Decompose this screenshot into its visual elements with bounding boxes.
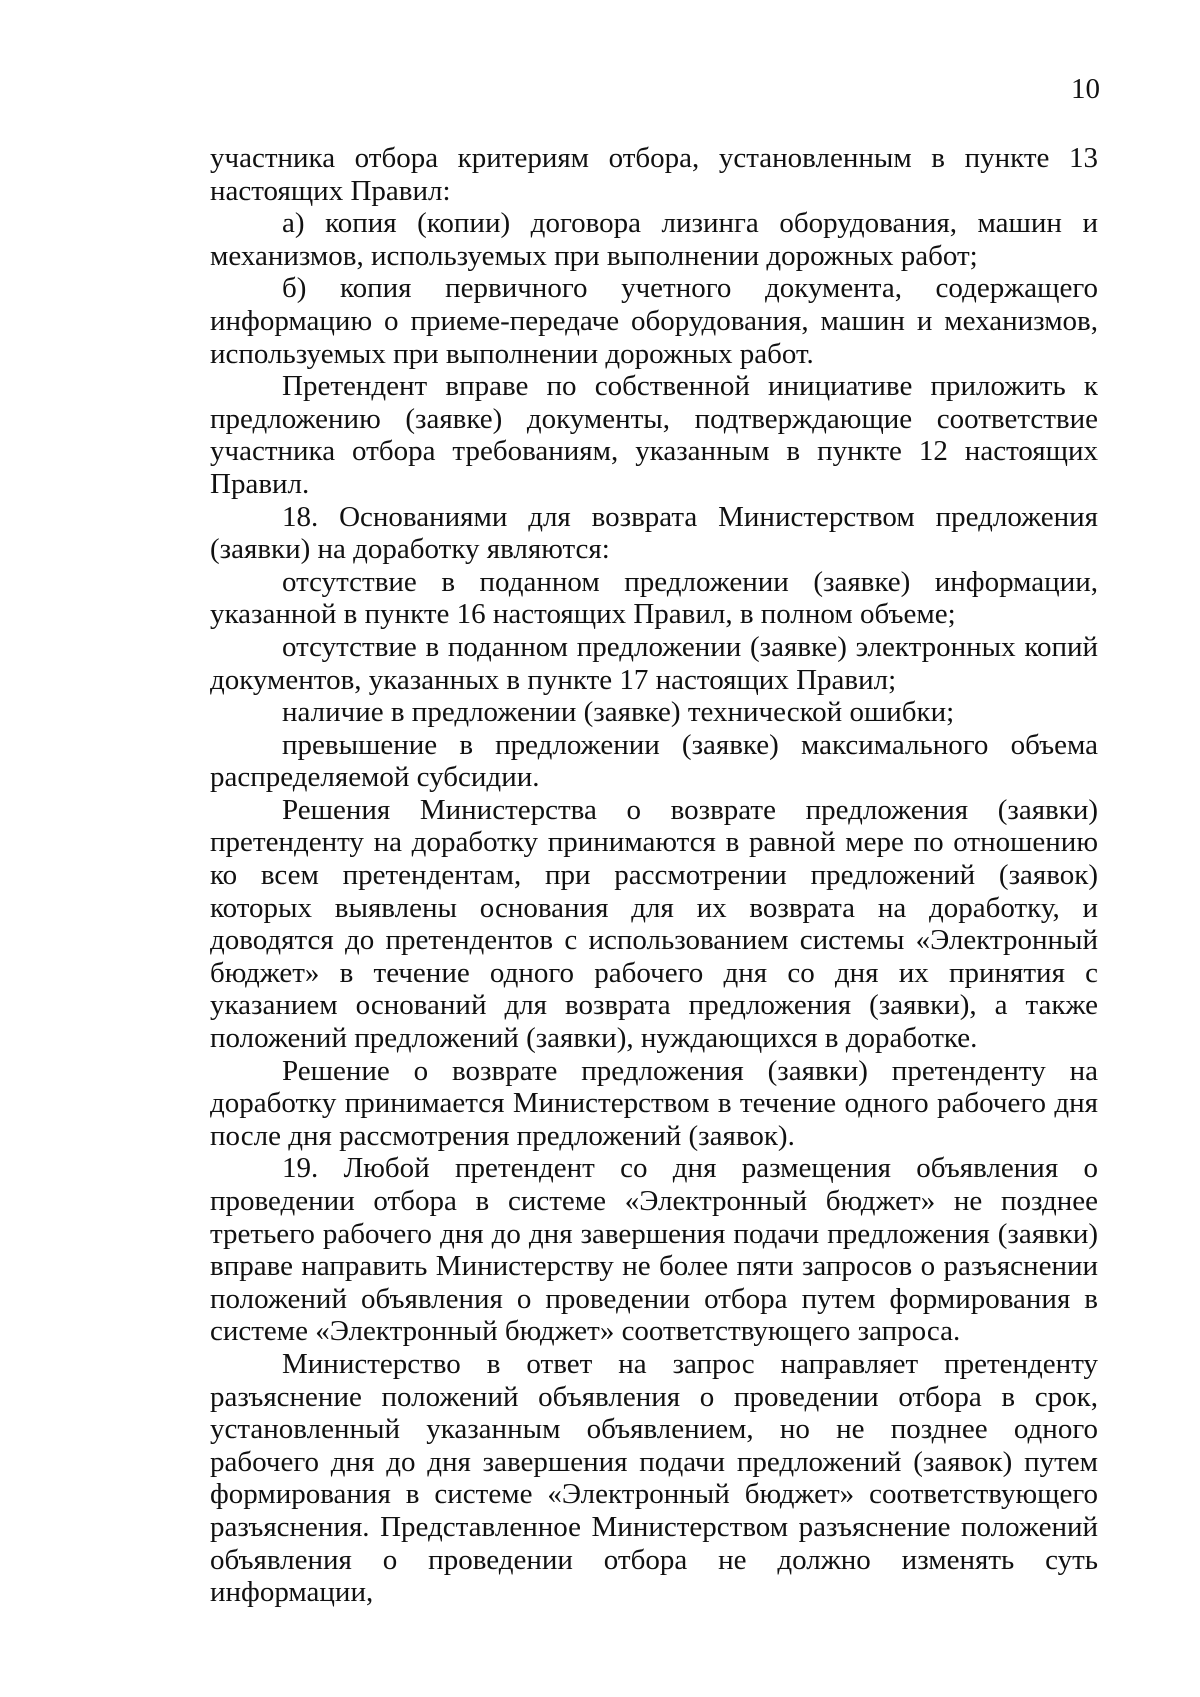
page-number: 10 (1071, 73, 1100, 105)
paragraph-12: 19. Любой претендент со дня размещения объявления о проведении отбора в системе «Электронный бюджет» не позднее третьего рабочего дня до дня завершения подачи предложения (заявки) вправе направить Министерству не более пяти запросов о разъяснении положений объявления о проведении отбора путем формирования в системе «Электронный бюджет» соответствующего запроса. (210, 1152, 1098, 1348)
paragraph-6: отсутствие в поданном предложении (заявке) информации, указанной в пункте 16 настоящих Правил, в полном объеме; (210, 565, 1098, 631)
paragraph-7: отсутствие в поданном предложении (заявке) электронных копий документов, указанных в пункте 17 настоящих Правил; (210, 630, 1098, 696)
paragraph-3: б) копия первичного учетного документа, содержащего информацию о приеме-передаче оборудования, машин и механизмов, используемых при выполнении дорожных работ. (210, 272, 1098, 370)
paragraph-11: Решение о возврате предложения (заявки) претенденту на доработку принимается Министерством в течение одного рабочего дня после дня рассмотрения предложений (заявок). (210, 1054, 1098, 1152)
paragraph-13: Министерство в ответ на запрос направляет претенденту разъяснение положений объявления о проведении отбора в срок, установленный указанным объявлением, но не позднее одного рабочего дня до дня завершения подачи предложений (заявок) путем формирования в системе «Электронный бюджет» соответствующего разъяснения. Представленное Министерством разъяснение положений объявления о проведении отбора не должно изменять суть информации, (210, 1347, 1098, 1609)
paragraph-5: 18. Основаниями для возврата Министерством предложения (заявки) на доработку являются: (210, 500, 1098, 566)
paragraph-2: а) копия (копии) договора лизинга оборудования, машин и механизмов, используемых при выполнении дорожных работ; (210, 207, 1098, 272)
paragraph-9: превышение в предложении (заявке) максимального объема распределяемой субсидии. (210, 728, 1098, 794)
document-body (210, 142, 1098, 1609)
paragraph-1: участника отбора критериям отбора, установленным в пункте 13 настоящих Правил: (210, 142, 1098, 207)
paragraph-4: Претендент вправе по собственной инициативе приложить к предложению (заявке) документы, подтверждающие соответствие участника отбора требованиям, указанным в пункте 12 настоящих Правил. (210, 370, 1098, 500)
paragraph-8: наличие в предложении (заявке) технической ошибки; (282, 696, 955, 729)
paragraph-10: Решения Министерства о возврате предложения (заявки) претенденту на доработку принимаются в равной мере по отношению ко всем претендентам, при рассмотрении предложений (заявок) которых выявлены основания для их возврата на доработку, и доводятся до претендентов с использованием системы «Электронный бюджет» в течение одного рабочего дня со дня их принятия с указанием оснований для возврата предложения (заявки), а также положений предложений (заявки), нуждающихся в доработке. (210, 793, 1098, 1055)
